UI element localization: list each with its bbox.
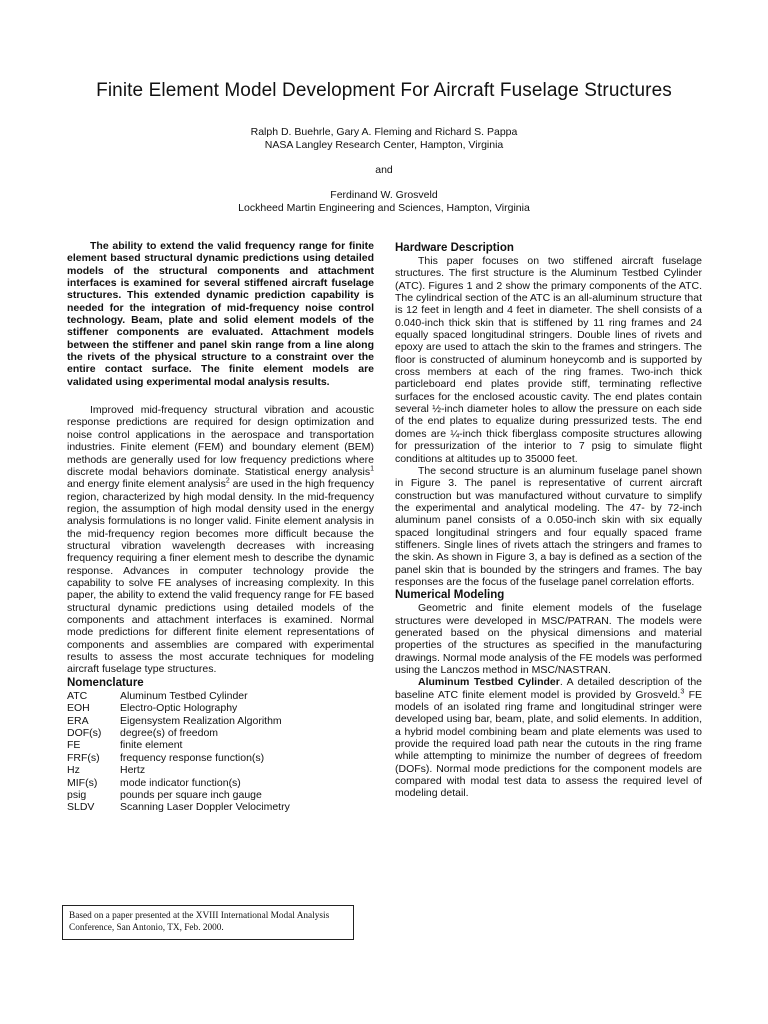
- nomenclature-definition: Eigensystem Realization Algorithm: [120, 714, 282, 727]
- authors-conjunction: and: [375, 164, 393, 176]
- citation-2: 2: [225, 477, 230, 485]
- nomenclature-term: ERA: [67, 714, 89, 727]
- intro-text-b: and energy finite element analysis: [67, 478, 226, 491]
- nomenclature-item: [67, 789, 374, 801]
- hardware-paragraph-2: The second structure is an aluminum fuselage panel shown in Figure 3. The panel is representative of current aircraft construction but was manufactured without curvature to simplify the experimental and analytical modeling. The 47- by 72-inch aluminum panel consists of a 0.050-inch skin with six equally spaced longitudinal stringers and four equally spaced frame stiffeners. Single lines of rivets attach the stringers and frames to the skin. As shown in Figure 3, a bay is defined as a section of the panel skin that is bounded by the stringers and frames. The bay responses are the focus of the fuselage panel correlation efforts.: [395, 464, 703, 588]
- hardware-heading: Hardware Description: [395, 242, 514, 254]
- nomenclature-term: MIF(s): [67, 776, 98, 789]
- citation-1: 1: [370, 465, 374, 473]
- intro-paragraph: [67, 404, 374, 676]
- hardware-paragraph-1: This paper focuses on two stiffened aircraft fuselage structures. The first structure is the Aluminum Testbed Cylinder (ATC). Figures 1 and 2 show the primary components of the ATC. The cylindrical section of the ATC is an all-aluminum structure that is 12 feet in length and 4 feet in diameter. The shell consists of a 0.040-inch thick skin that is stiffened by 11 ring frames and 24 equally spaced longitudinal stringers. Double lines of rivets and epoxy are used to attach the skin to the frames and stringers. The floor is constructed of aluminum honeycomb and is supported by cross members at each of the ring frames. Two-inch thick particleboard end plates provide stiff, terminating reflective surfaces for the enclosed acoustic cavity. The end plates contain several ½-inch diameter holes to allow the pressure on each side of the end plates to equalize during pressurized tests. The end domes are ¼-inch thick fiberglass composite structures allowing for pressurization of the interior to 7 psig to simulate flight conditions at altitudes up to 35000 feet.: [395, 255, 702, 465]
- citation-3: 3: [680, 688, 685, 696]
- nomenclature-item: [67, 801, 374, 813]
- nomenclature-term: ATC: [67, 689, 88, 702]
- nomenclature-item: [67, 690, 374, 702]
- authors-line-1: Ralph D. Buehrle, Gary A. Fleming and Richard S. Pappa: [250, 126, 518, 138]
- abstract: The ability to extend the valid frequency range for finite element based structural dynamic predictions using detailed models of the structural components and attachment interfaces is examined for several stiffened aircraft fuselage structures. This extended dynamic prediction capability is needed for the integration of mid-frequency noise control technology. Beam, plate and solid element models of the stiffener components are evaluated. Attachment models between the stiffener and panel skin range from a line along the rivets of the physical structure to a constraint over the entire contact surface. The finite element models are validated using experimental modal analysis results.: [67, 240, 374, 388]
- nomenclature-definition: Electro-Optic Holography: [120, 702, 238, 715]
- nomenclature-heading: Nomenclature: [67, 676, 144, 689]
- nomenclature-definition: degree(s) of freedom: [120, 726, 219, 739]
- footnote-box: Based on a paper presented at the XVIII International Modal Analysis Conference, San Antonio, TX, Feb. 2000.: [62, 905, 354, 940]
- nomenclature-term: FRF(s): [67, 751, 100, 764]
- atc-subheading: Aluminum Testbed Cylinder: [418, 676, 560, 689]
- paper-title: Finite Element Model Development For Aircraft Fuselage Structures: [96, 80, 672, 101]
- nomenclature-item: [67, 777, 374, 789]
- right-column: [395, 241, 702, 800]
- authors-line-2: Ferdinand W. Grosveld: [330, 189, 438, 201]
- nomenclature-definition: frequency response function(s): [120, 751, 265, 764]
- numerical-paragraph-1: Geometric and finite element models of the fuselage structures were developed in MSC/PATRAN. The models were generated based on the physical dimensions and material properties of the structures as specified in the manufacturing drawings. Normal mode analysis of the FE models was performed using the Lanczos method in MSC/NASTRAN.: [395, 602, 702, 676]
- nomenclature-definition: Hertz: [120, 764, 146, 777]
- nomenclature-item: [67, 715, 374, 727]
- nomenclature-term: EOH: [67, 702, 90, 715]
- nomenclature-term: psig: [67, 788, 87, 801]
- affiliation-line-1: NASA Langley Research Center, Hampton, Virginia: [264, 139, 504, 151]
- numerical-heading: Numerical Modeling: [395, 589, 505, 602]
- nomenclature-item: [67, 739, 374, 751]
- nomenclature-item: [67, 702, 374, 714]
- nomenclature-term: FE: [67, 739, 81, 752]
- intro-text-c: are used in the high frequency region, characterized by high modal density. In the mid-frequency region, the assumption of high modal density used in the energy analysis formulations is no longer valid. Finite element analysis in the mid-frequency region becomes more difficult because the structural vibration wavelength decreases with increasing frequency requiring a finer element mesh to describe the dynamic response. Advances in computer technology provide the capability to solve FE analyses of increasing complexity. In this paper, the ability to extend the valid frequency range for FE based structural dynamic predictions using detailed models of the components and attachment interfaces is examined. Normal mode predictions for different finite element representations of components and assemblies are compared with experimental results to assess the most accurate techniques for modeling aircraft fuselage type structures.: [67, 478, 374, 676]
- author-block: [0, 126, 768, 215]
- nomenclature-definition: Aluminum Testbed Cylinder: [120, 689, 248, 702]
- nomenclature-item: [67, 752, 374, 764]
- nomenclature-list: [67, 690, 374, 814]
- affiliation-line-2: Lockheed Martin Engineering and Sciences, Hampton, Virginia: [238, 202, 530, 214]
- nomenclature-term: Hz: [67, 764, 80, 777]
- nomenclature-definition: mode indicator function(s): [120, 776, 241, 789]
- nomenclature-item: [67, 764, 374, 776]
- nomenclature-term: SLDV: [67, 801, 95, 814]
- nomenclature-term: DOF(s): [67, 726, 102, 739]
- intro-text-a: Improved mid-frequency structural vibration and acoustic response predictions are required for design optimization and noise control applications in the aerospace and transportation industries. Finite element (FEM) and boundary element (BEM) methods are generally used for low frequency predictions where discrete modal behaviors dominate. Statistical energy analysis: [67, 404, 374, 478]
- numerical-paragraph-2: [395, 676, 702, 799]
- numerical-text-a: . A detailed description of the baseline ATC finite element model is provided by Grosveld.: [395, 676, 703, 701]
- nomenclature-definition: Scanning Laser Doppler Velocimetry: [120, 801, 290, 814]
- left-column: [67, 240, 374, 814]
- nomenclature-item: [67, 727, 374, 739]
- nomenclature-definition: pounds per square inch gauge: [120, 788, 262, 801]
- nomenclature-definition: finite element: [120, 739, 183, 752]
- numerical-text-b: FE models of an isolated ring frame and longitudinal stringer were developed using bar, beam, plate, and solid elements. In addition, a hybrid model combining beam and plate elements was used to provide the required load path near the cutouts in the ring frame while attempting to minimize the number of degrees of freedom (DOFs). Normal mode predictions for the component models are compared with modal test data to assess the required level of modeling detail.: [395, 688, 702, 800]
